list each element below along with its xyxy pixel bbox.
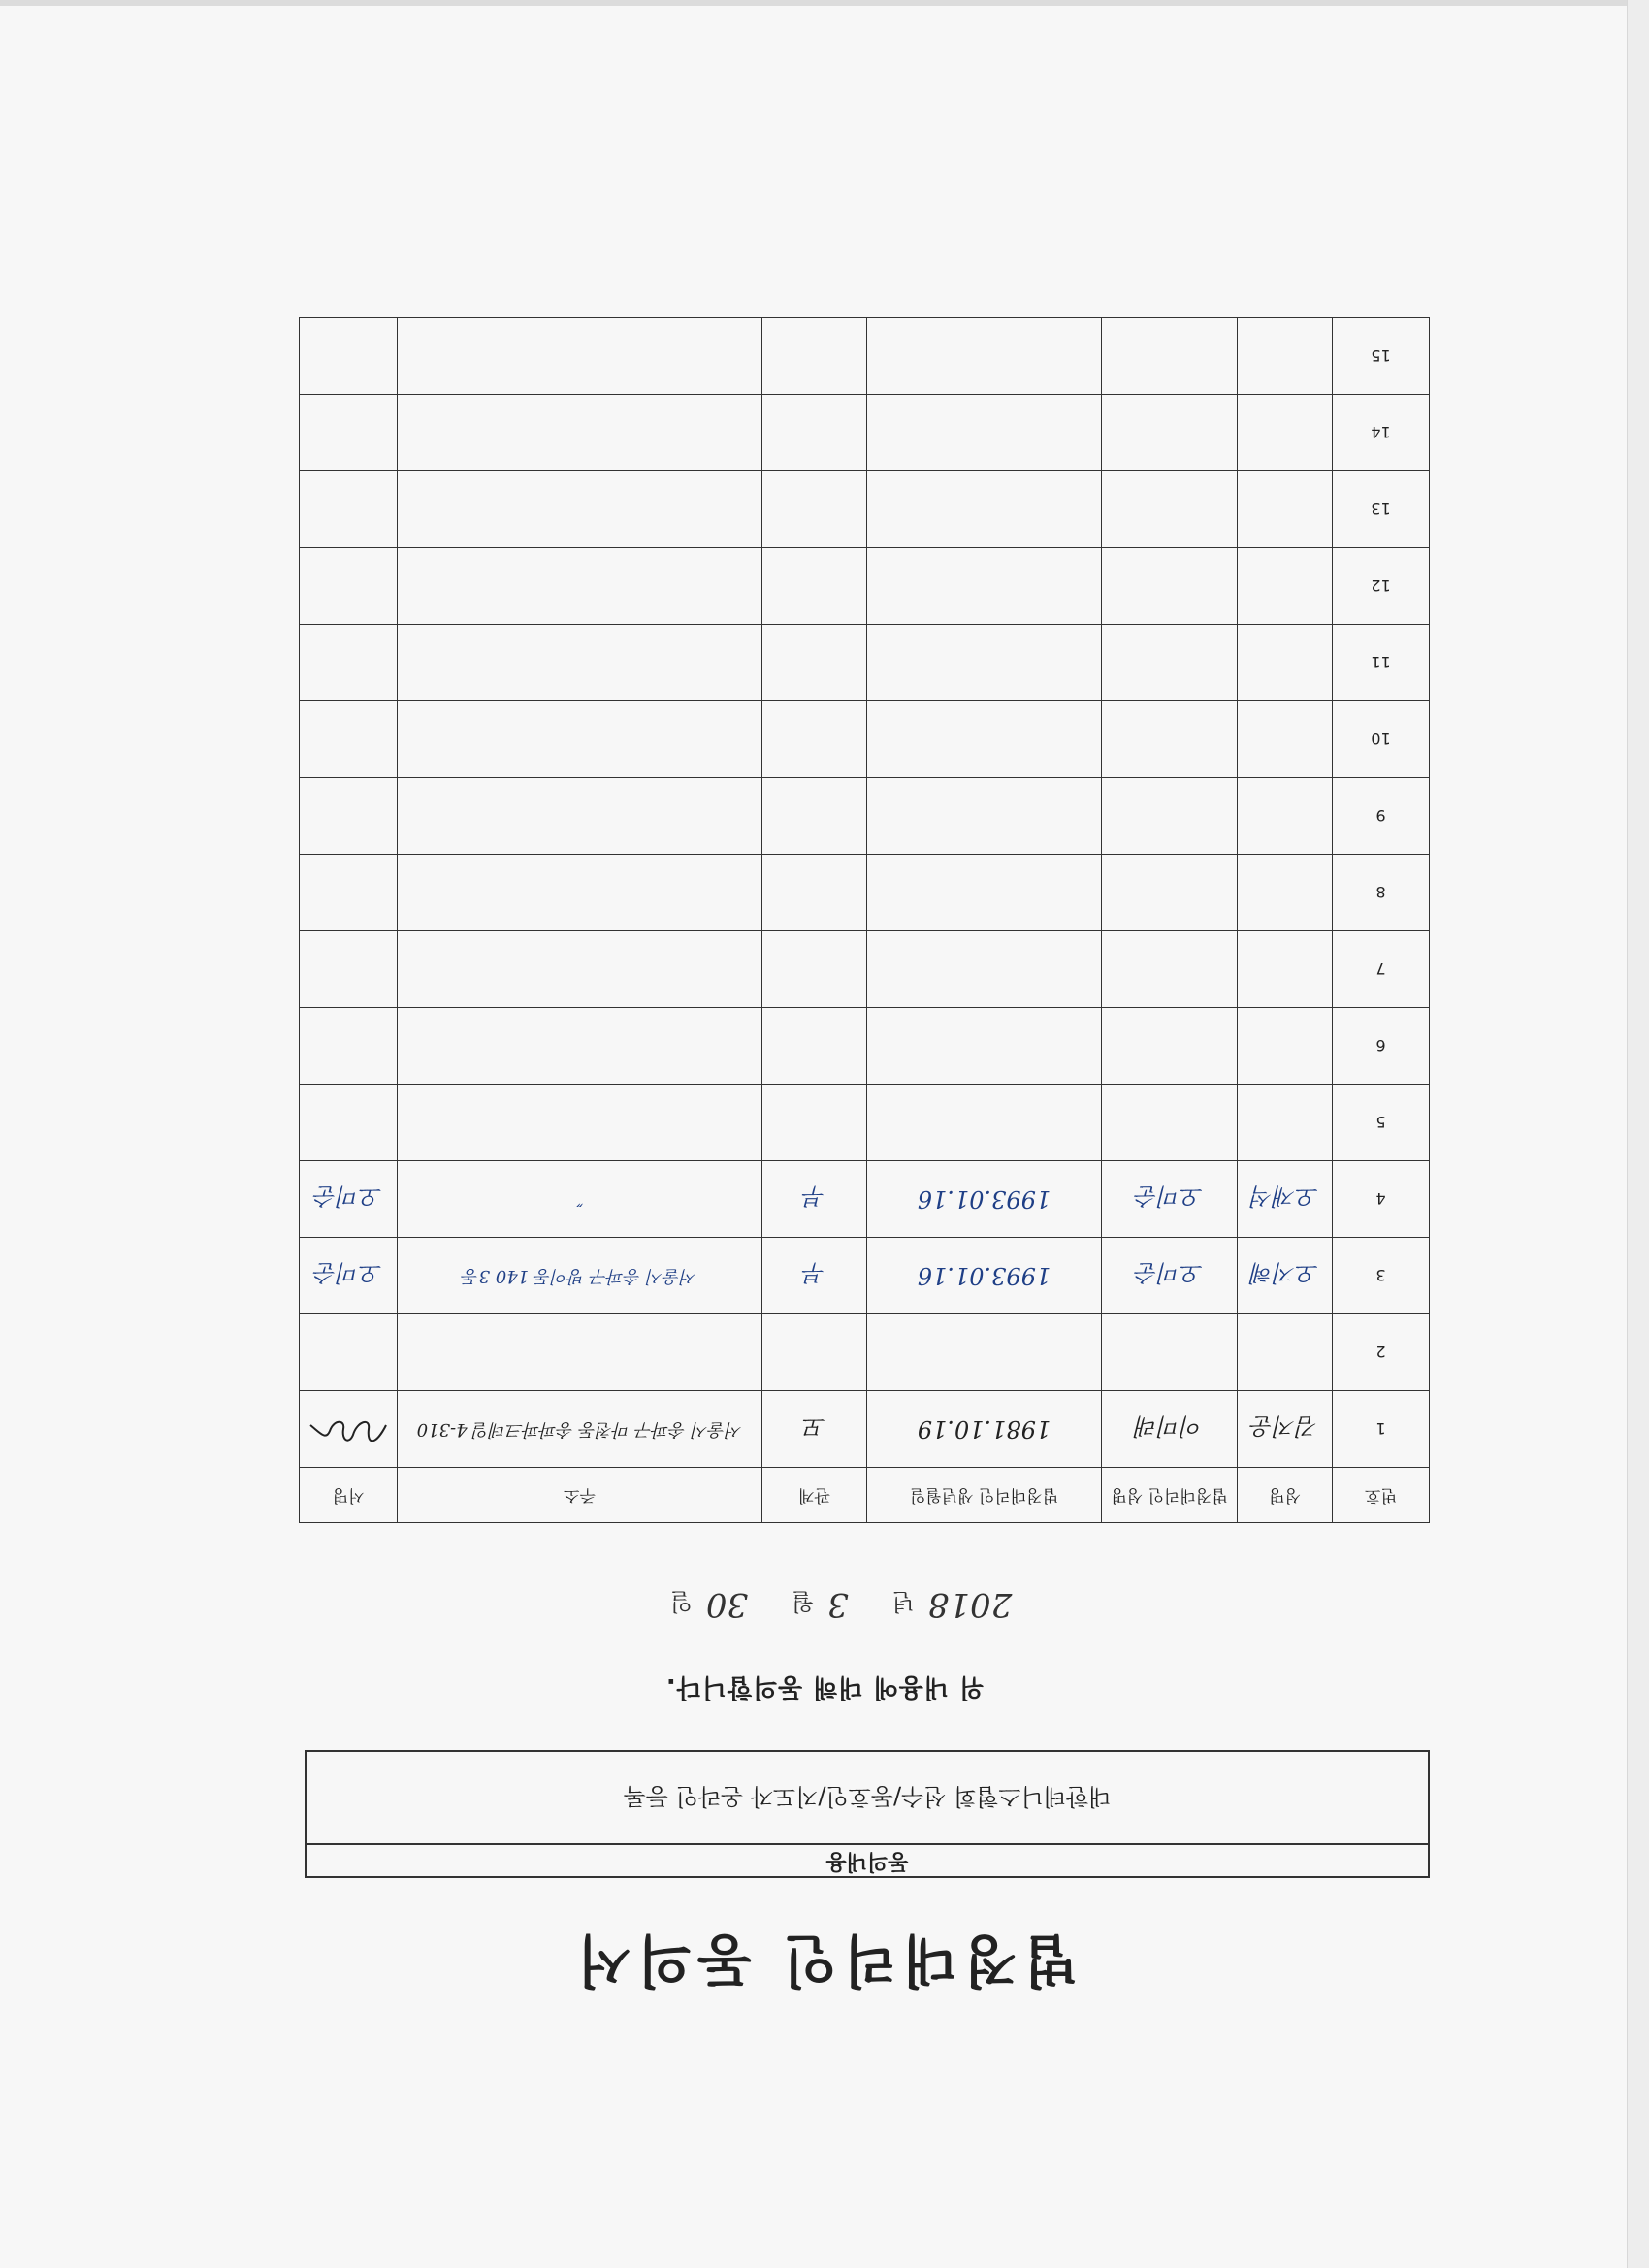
row-address-cell [398, 1238, 762, 1314]
row-guardian-birth-cell [867, 931, 1102, 1008]
row-guardian-birth-cell [867, 1161, 1102, 1238]
row-name-cell [1238, 778, 1333, 855]
row-guardian-name: 이미래 [1135, 1412, 1204, 1441]
consent-header: 동의내용 [307, 1843, 1428, 1876]
row-relation-cell [762, 778, 867, 855]
handwritten-signature [307, 1409, 390, 1454]
row-address-cell [398, 1314, 762, 1391]
row-address-cell [398, 931, 762, 1008]
row-number-cell [1333, 318, 1430, 395]
row-name: 김지운 [1250, 1412, 1319, 1441]
row-signature-cell [300, 625, 398, 701]
row-relation-cell [762, 395, 867, 471]
table-row [300, 1161, 1430, 1238]
row-number: 5 [1375, 1113, 1386, 1132]
row-number: 1 [1375, 1419, 1386, 1439]
row-name-cell [1238, 1238, 1333, 1314]
row-address: 서울시 송파구 마천동 송파파크데일 4-310 [416, 1419, 743, 1440]
row-relation-cell [762, 855, 867, 931]
row-signature-cell [300, 1161, 398, 1238]
row-guardian-birth: 1993.01.16 [917, 1262, 1051, 1289]
row-name-cell [1238, 1008, 1333, 1085]
table-row [300, 471, 1430, 548]
row-number-cell [1333, 701, 1430, 778]
header-guardian-name: 법정대리인 성명 [1102, 1468, 1238, 1523]
row-relation-cell [762, 548, 867, 625]
row-signature: 오미순 [314, 1183, 382, 1211]
table-row [300, 548, 1430, 625]
row-guardian-birth: 1993.01.16 [917, 1185, 1051, 1213]
row-guardian-name-cell [1102, 931, 1238, 1008]
consent-box [305, 1750, 1430, 1878]
row-number-cell [1333, 625, 1430, 701]
header-name: 성명 [1238, 1468, 1333, 1523]
row-relation-cell [762, 1008, 867, 1085]
table-row [300, 395, 1430, 471]
row-address-cell [398, 1161, 762, 1238]
row-guardian-birth-cell [867, 471, 1102, 548]
row-number-cell [1333, 1238, 1430, 1314]
date-month: 3 [827, 1585, 849, 1624]
row-guardian-name-cell [1102, 778, 1238, 855]
row-name-cell [1238, 931, 1333, 1008]
row-number-cell [1333, 931, 1430, 1008]
row-guardian-birth-cell [867, 1391, 1102, 1468]
row-guardian-name-cell [1102, 1161, 1238, 1238]
consent-content: 대한테니스협회 선수/동호인/지도자 온라인 등록 [623, 1783, 1112, 1810]
document-title: 법정대리인 동의서 [570, 1928, 1079, 1993]
header-signature: 서명 [300, 1468, 398, 1523]
row-address-cell [398, 1085, 762, 1161]
row-name-cell [1238, 701, 1333, 778]
row-guardian-birth-cell [867, 318, 1102, 395]
row-name-cell [1238, 1314, 1333, 1391]
consent-statement: 위 내용에 대해 동의합니다. [664, 1672, 985, 1701]
row-relation: 부 [802, 1259, 826, 1287]
date-day-unit: 일 [669, 1588, 693, 1615]
row-guardian-name-cell [1102, 395, 1238, 471]
row-number-cell [1333, 1008, 1430, 1085]
row-signature-cell [300, 855, 398, 931]
row-signature-cell [300, 778, 398, 855]
row-address-cell [398, 548, 762, 625]
table-row [300, 318, 1430, 395]
header-number: 번호 [1333, 1468, 1430, 1523]
row-number: 6 [1375, 1036, 1386, 1055]
row-signature-cell [300, 1314, 398, 1391]
row-guardian-birth-cell [867, 1008, 1102, 1085]
row-number: 13 [1371, 500, 1391, 519]
row-signature-cell [300, 931, 398, 1008]
row-number: 11 [1371, 653, 1391, 672]
row-number-cell [1333, 1314, 1430, 1391]
row-guardian-name-cell [1102, 1008, 1238, 1085]
row-number: 3 [1375, 1266, 1386, 1285]
row-number: 12 [1371, 576, 1391, 596]
header-guardian-birth: 법정대리인 생년월일 [867, 1468, 1102, 1523]
row-relation-cell [762, 1085, 867, 1161]
row-signature-cell [300, 1238, 398, 1314]
header-address: 주소 [398, 1468, 762, 1523]
row-address-cell [398, 1391, 762, 1468]
row-guardian-birth-cell [867, 855, 1102, 931]
row-address-cell [398, 318, 762, 395]
row-number: 2 [1375, 1343, 1386, 1362]
row-address-cell [398, 1008, 762, 1085]
row-number-cell [1333, 548, 1430, 625]
row-relation-cell [762, 318, 867, 395]
table-row [300, 1314, 1430, 1391]
row-relation-cell [762, 931, 867, 1008]
row-guardian-name-cell [1102, 1314, 1238, 1391]
table-row [300, 1238, 1430, 1314]
row-signature-cell [300, 1008, 398, 1085]
row-address-cell [398, 855, 762, 931]
row-address-cell [398, 778, 762, 855]
row-guardian-birth-cell [867, 701, 1102, 778]
table-row [300, 1391, 1430, 1468]
row-number: 15 [1371, 346, 1391, 366]
row-signature-cell [300, 318, 398, 395]
table-row [300, 1008, 1430, 1085]
row-relation-cell [762, 1314, 867, 1391]
table-row [300, 701, 1430, 778]
row-guardian-name-cell [1102, 1085, 1238, 1161]
row-guardian-name-cell [1102, 548, 1238, 625]
row-name-cell [1238, 318, 1333, 395]
row-signature: 오미순 [314, 1259, 382, 1287]
row-guardian-birth-cell [867, 1238, 1102, 1314]
table-header-row [300, 1468, 1430, 1523]
row-guardian-name-cell [1102, 701, 1238, 778]
date-month-unit: 월 [791, 1588, 815, 1615]
row-name-cell [1238, 1161, 1333, 1238]
row-guardian-name-cell [1102, 318, 1238, 395]
row-signature-cell [300, 1391, 398, 1468]
row-address: ″ [576, 1189, 583, 1210]
row-signature-cell [300, 548, 398, 625]
row-name: 오재석 [1250, 1183, 1319, 1211]
row-guardian-birth-cell [867, 395, 1102, 471]
row-number: 8 [1375, 883, 1386, 902]
row-signature-cell [300, 701, 398, 778]
row-address-cell [398, 395, 762, 471]
row-relation: 부 [802, 1183, 826, 1211]
row-guardian-birth: 1981.10.19 [917, 1415, 1051, 1442]
row-address-cell [398, 701, 762, 778]
row-relation-cell [762, 1391, 867, 1468]
row-address-cell [398, 625, 762, 701]
guardian-table [299, 317, 1430, 1523]
signing-date [0, 1585, 1649, 1624]
row-address: 서울시 송파구 방이동 140 3동 [462, 1266, 697, 1286]
row-signature-cell [300, 395, 398, 471]
row-signature-cell [300, 1085, 398, 1161]
table-row [300, 931, 1430, 1008]
table-row [300, 1085, 1430, 1161]
row-number: 7 [1375, 959, 1386, 979]
row-guardian-birth-cell [867, 548, 1102, 625]
date-year: 2018 [927, 1585, 1013, 1624]
row-number-cell [1333, 471, 1430, 548]
row-number: 4 [1375, 1189, 1386, 1209]
row-name-cell [1238, 1391, 1333, 1468]
table-row [300, 778, 1430, 855]
row-relation-cell [762, 701, 867, 778]
row-guardian-name-cell [1102, 1391, 1238, 1468]
row-guardian-name: 오미순 [1135, 1259, 1204, 1287]
row-guardian-name-cell [1102, 1238, 1238, 1314]
header-relation: 관계 [762, 1468, 867, 1523]
row-relation-cell [762, 1161, 867, 1238]
table-body [300, 318, 1430, 1468]
row-number: 10 [1371, 729, 1391, 749]
row-number: 9 [1375, 806, 1386, 826]
row-relation-cell [762, 471, 867, 548]
row-guardian-birth-cell [867, 778, 1102, 855]
date-day: 30 [705, 1585, 749, 1624]
row-name-cell [1238, 1085, 1333, 1161]
row-name-cell [1238, 548, 1333, 625]
row-number: 14 [1371, 423, 1391, 442]
row-guardian-birth-cell [867, 1314, 1102, 1391]
row-relation: 모 [802, 1412, 826, 1441]
row-name: 오지혜 [1250, 1259, 1319, 1287]
row-relation-cell [762, 1238, 867, 1314]
date-year-unit: 년 [891, 1588, 915, 1615]
row-guardian-birth-cell [867, 625, 1102, 701]
row-number-cell [1333, 1161, 1430, 1238]
row-name-cell [1238, 395, 1333, 471]
row-name-cell [1238, 855, 1333, 931]
row-signature-cell [300, 471, 398, 548]
row-guardian-birth-cell [867, 1085, 1102, 1161]
row-name-cell [1238, 471, 1333, 548]
row-number-cell [1333, 1085, 1430, 1161]
table-row [300, 855, 1430, 931]
row-guardian-name-cell [1102, 625, 1238, 701]
row-number-cell [1333, 395, 1430, 471]
row-guardian-name-cell [1102, 855, 1238, 931]
row-name-cell [1238, 625, 1333, 701]
row-relation-cell [762, 625, 867, 701]
row-number-cell [1333, 1391, 1430, 1468]
table-row [300, 625, 1430, 701]
row-number-cell [1333, 855, 1430, 931]
row-guardian-name-cell [1102, 471, 1238, 548]
row-number-cell [1333, 778, 1430, 855]
row-address-cell [398, 471, 762, 548]
row-guardian-name: 오미순 [1135, 1183, 1204, 1211]
